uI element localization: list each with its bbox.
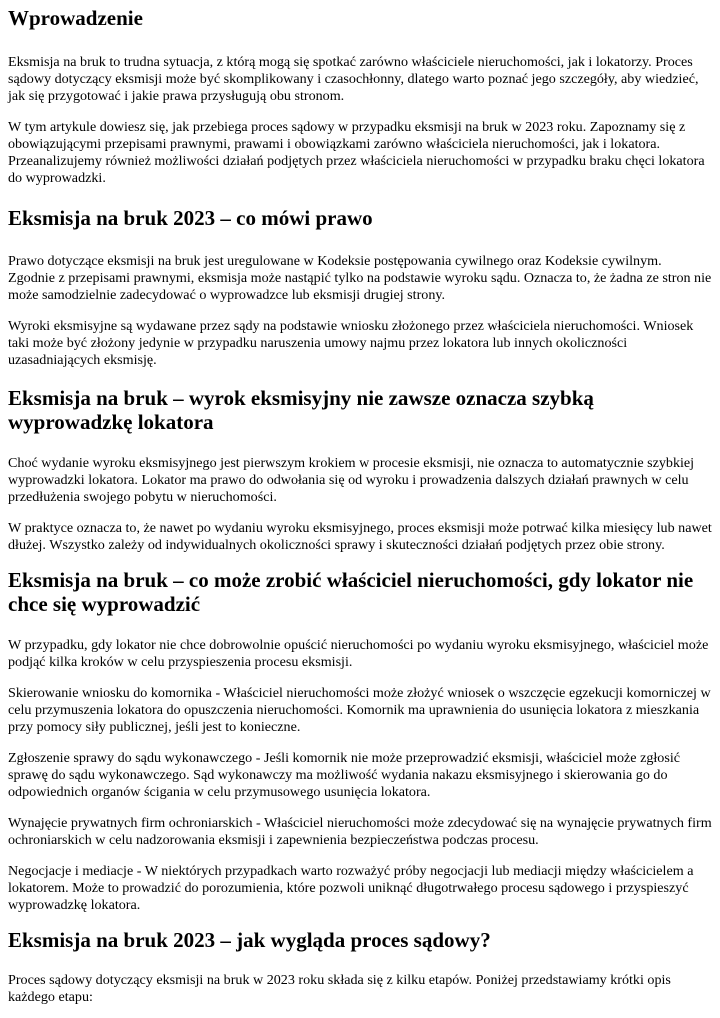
paragraph: Eksmisja na bruk to trudna sytuacja, z którą mogą się spotkać zarówno właściciele nieruchomości, jak i lokatorzy. Proces sądowy dotyczący eksmisji może być skomplikowany i czasochłonny, dlatego warto poznać jego szczegóły, aby wiedzieć, jak się przygotować i jakie prawa przysługują obu stronom. bbox=[8, 54, 699, 104]
paragraph: Prawo dotyczące eksmisji na bruk jest uregulowane w Kodeksie postępowania cywilnego oraz Kodeksie cywilnym. Zgodnie z przepisami prawnymi, eksmisja może nastąpić tylko na podstawie wyroku sądu. Oznacza to, że żadna ze stron nie może samodzielnie zadecydować o wyprowadzce lub eksmisji drugiej strony. bbox=[8, 253, 712, 303]
paragraph: Negocjacje i mediacje - W niektórych przypadkach warto rozważyć próby negocjacji lub mediacji między właścicielem a lokatorem. Może to prowadzić do porozumienia, które pozwoli uniknąć długotrwałego procesu sądowego i przyspieszyć wyprowadzkę lokatora. bbox=[8, 863, 694, 913]
paragraph: W przypadku, gdy lokator nie chce dobrowolnie opuścić nieruchomości po wydaniu wyroku eksmisyjnego, właściciel może podjąć kilka kroków w celu przyspieszenia procesu eksmisji. bbox=[8, 637, 709, 670]
paragraph: Zgłoszenie sprawy do sądu wykonawczego - Jeśli komornik nie może przeprowadzić eksmisji, właściciel może zgłosić sprawę do sądu wykonawczego. Sąd wykonawczy ma możliwość wydania nakazu eksmisyjnego i skierowania go do odpowiednich organów ścigania w celu przymusowego usunięcia lokatora. bbox=[8, 750, 680, 800]
paragraph: Wyroki eksmisyjne są wydawane przez sądy na podstawie wniosku złożonego przez właściciela nieruchomości. Wniosek taki może być złożony jedynie w przypadku naruszenia umowy najmu przez lokatora lub innych okoliczności uzasadniających eksmisję. bbox=[8, 318, 694, 368]
section-heading-law: Eksmisja na bruk 2023 – co mówi prawo bbox=[8, 206, 373, 230]
paragraph: W tym artykule dowiesz się, jak przebiega proces sądowy w przypadku eksmisji na bruk w 2023 roku. Zapoznamy się z obowiązującymi przepisami prawnymi, prawami i obowiązkami zarówno właściciela nieruchomości, jak i lokatora. Przeanalizujemy również możliwości działań podjętych przez właściciela nieruchomości w przypadku braku chęci lokatora do wyprowadzki. bbox=[8, 119, 705, 186]
section-heading-court-process: Eksmisja na bruk 2023 – jak wygląda proces sądowy? bbox=[8, 928, 491, 952]
paragraph: Proces sądowy dotyczący eksmisji na bruk w 2023 roku składa się z kilku etapów. Poniżej przedstawiamy krótki opis każdego etapu: bbox=[8, 972, 671, 1005]
paragraph: Choć wydanie wyroku eksmisyjnego jest pierwszym krokiem w procesie eksmisji, nie oznacza to automatycznie szybkiej wyprowadzki lokatora. Lokator ma prawo do odwołania się od wyroku i prowadzenia dalszych działań prawnych w celu przedłużenia swojego pobytu w nieruchomości. bbox=[8, 455, 695, 505]
section-heading-eviction-judgment: Eksmisja na bruk – wyrok eksmisyjny nie zawsze oznacza szybką wyprowadzkę lokatora bbox=[8, 386, 594, 434]
section-heading-owner-actions: Eksmisja na bruk – co może zrobić właściciel nieruchomości, gdy lokator nie chce się wyprowadzić bbox=[8, 568, 694, 616]
paragraph: Wynajęcie prywatnych firm ochroniarskich - Właściciel nieruchomości może zdecydować się na wynajęcie prywatnych firm ochroniarskich w celu nadzorowania eksmisji i zapewnienia bezpieczeństwa podczas procesu. bbox=[8, 815, 712, 848]
paragraph: Skierowanie wniosku do komornika - Właściciel nieruchomości może złożyć wniosek o wszczęcie egzekucji komorniczej w celu przymuszenia lokatora do opuszczenia nieruchomości. Komornik ma uprawnienia do usunięcia lokatora z mieszkania przy pomocy siły publicznej, jeśli jest to konieczne. bbox=[8, 685, 711, 735]
section-heading-introduction: Wprowadzenie bbox=[8, 6, 143, 30]
paragraph: W praktyce oznacza to, że nawet po wydaniu wyroku eksmisyjnego, proces eksmisji może potrwać kilka miesięcy lub nawet dłużej. Wszystko zależy od indywidualnych okoliczności sprawy i skuteczności działań podjętych przez obie strony. bbox=[8, 520, 712, 553]
